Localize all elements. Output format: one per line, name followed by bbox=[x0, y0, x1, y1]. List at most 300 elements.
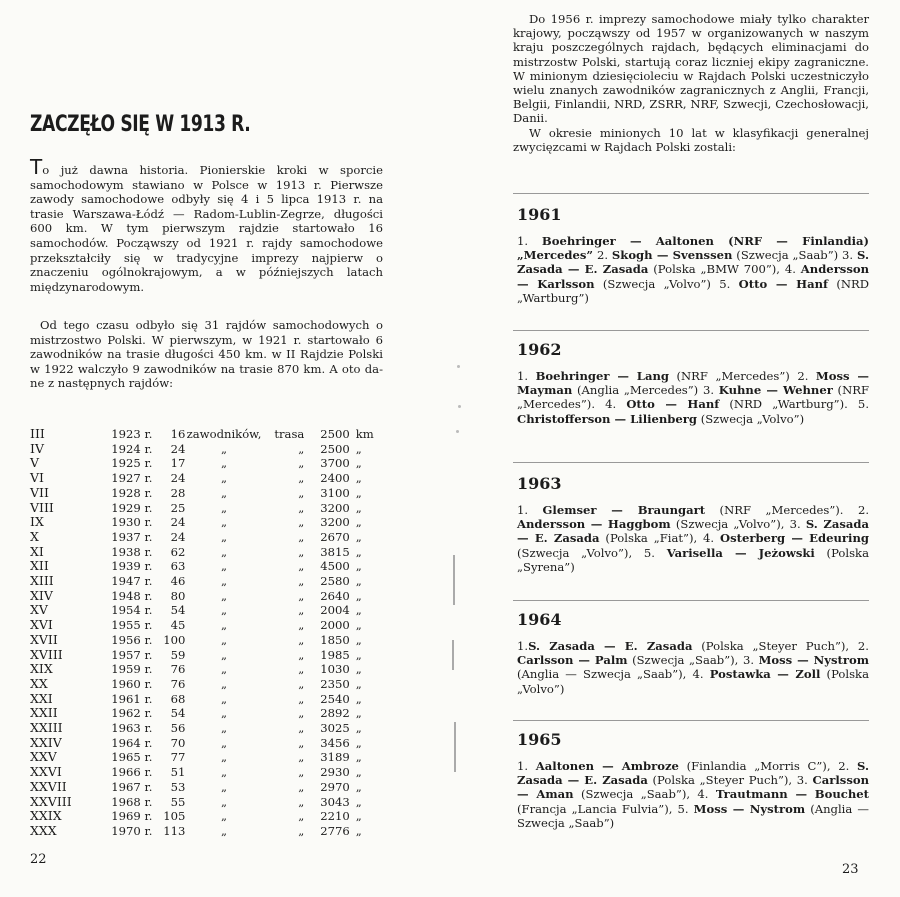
rally-count: 24 bbox=[170, 441, 186, 456]
season-year: 1965 bbox=[517, 730, 562, 749]
season-1964 bbox=[517, 610, 869, 696]
driver-pair: S. Zasada — E. Zasada bbox=[517, 517, 870, 546]
result-text: (Szwecja „Saab”) 3. bbox=[732, 248, 857, 263]
rally-count: 68 bbox=[170, 691, 186, 706]
result-text: (Szwecja „Volvo”), 3. bbox=[670, 517, 806, 532]
rally-km: 2776 bbox=[320, 823, 350, 838]
result-text: (Anglia — Szwecja „Saab”), 4. bbox=[517, 667, 710, 682]
rally-km: 2930 bbox=[320, 765, 350, 780]
rally-q2: „ bbox=[298, 471, 305, 486]
rally-year: 1938 r. bbox=[111, 544, 153, 559]
rally-km: 3700 bbox=[320, 456, 350, 471]
driver-pair: Trautmann — Bouchet bbox=[715, 787, 869, 802]
rally-q1: „ bbox=[221, 471, 228, 486]
rally-q1: „ bbox=[221, 632, 228, 647]
table-row bbox=[30, 471, 385, 486]
rally-q2: „ bbox=[298, 735, 305, 750]
table-row bbox=[30, 442, 385, 457]
rally-count: 24 bbox=[170, 471, 186, 486]
rally-year: 1929 r. bbox=[111, 500, 153, 515]
result-text: 1. bbox=[517, 234, 542, 248]
rally-km: 2540 bbox=[320, 691, 350, 706]
rally-count: 62 bbox=[170, 544, 186, 559]
table-row bbox=[30, 515, 385, 530]
rally-km: 2004 bbox=[320, 603, 350, 618]
rally-q1: „ bbox=[221, 794, 228, 809]
rally-km: 2892 bbox=[320, 706, 350, 721]
section-divider bbox=[513, 330, 869, 331]
rally-q1: „ bbox=[221, 441, 228, 456]
rally-end: „ bbox=[355, 471, 362, 486]
intro-paragraph bbox=[30, 155, 383, 294]
rally-count: 24 bbox=[170, 529, 186, 544]
rally-km: 2580 bbox=[320, 574, 350, 589]
rally-num: XXIV bbox=[30, 734, 62, 750]
driver-pair: Aaltonen — Ambroze bbox=[535, 759, 679, 773]
table-row bbox=[30, 545, 385, 560]
rally-num: XXV bbox=[30, 749, 57, 765]
driver-pair: Skogh — Svenssen bbox=[611, 248, 733, 263]
rally-num: XXI bbox=[30, 690, 53, 706]
result-text: 2. bbox=[593, 248, 612, 263]
rally-year: 1948 r. bbox=[111, 588, 153, 603]
rally-count: 63 bbox=[170, 559, 186, 574]
rally-num: XV bbox=[30, 602, 48, 618]
rally-km: 2500 bbox=[320, 441, 350, 456]
right-paragraph-1: Do 1956 r. imprezy samochodowe miały tylko charakter krajowy, począwszy od 1957 w organizowanych w naszym kraju poszczególnych rajdach, będących eliminacjami do mistrzostw Polski, startują coraz liczniej ekipy zagraniczne. W minionym dziesięcioleciu w Rajdach Polski uczestniczyło wielu znanych zawodników zagranicznych z Anglii, Francji, Belgii, Finlandii, NRD, ZSRR, NRF, Szwecji, Czechosłowacji, Danii. bbox=[513, 12, 869, 126]
rally-year: 1967 r. bbox=[111, 779, 153, 794]
result-text: (Szwecja „Volvo”) bbox=[697, 411, 805, 426]
rally-q2: „ bbox=[298, 544, 305, 559]
driver-pair: Moss — Mayman bbox=[517, 369, 869, 398]
rally-count: 76 bbox=[170, 662, 186, 677]
rally-num: XXVIII bbox=[30, 793, 72, 809]
rally-count: 77 bbox=[170, 750, 186, 765]
rally-q2: „ bbox=[298, 559, 305, 574]
table-row bbox=[30, 795, 385, 810]
rally-end: „ bbox=[355, 721, 362, 736]
section-divider bbox=[513, 720, 869, 721]
driver-pair: Otto — Hanf bbox=[738, 276, 828, 291]
rally-year: 1930 r. bbox=[111, 515, 153, 530]
rally-count: 54 bbox=[170, 603, 186, 618]
right-intro bbox=[513, 12, 869, 154]
rally-end: „ bbox=[355, 809, 362, 824]
rally-end: „ bbox=[355, 691, 362, 706]
result-text: (Anglia „Mercedes”) 3. bbox=[572, 383, 719, 398]
table-row bbox=[30, 721, 385, 736]
rally-year: 1955 r. bbox=[111, 618, 153, 633]
rally-year: 1961 r. bbox=[111, 691, 153, 706]
result-text: (Polska „BMW 700”), 4. bbox=[648, 262, 801, 277]
rally-year: 1954 r. bbox=[111, 603, 153, 618]
driver-pair: Moss — Nystrom bbox=[693, 801, 806, 816]
driver-pair: Boehringer — Lang bbox=[535, 369, 669, 383]
rally-end: „ bbox=[355, 544, 362, 559]
rally-count: 24 bbox=[170, 515, 186, 530]
rally-year: 1956 r. bbox=[111, 632, 153, 647]
rally-q2: „ bbox=[298, 603, 305, 618]
rally-end: „ bbox=[355, 456, 362, 471]
rally-year: 1957 r. bbox=[111, 647, 153, 662]
table-row bbox=[30, 809, 385, 824]
result-text: (Szwecja „Saab”), 4. bbox=[573, 787, 716, 802]
driver-pair: Otto — Hanf bbox=[626, 397, 720, 412]
rally-km: 3815 bbox=[320, 544, 350, 559]
rally-year: 1968 r. bbox=[111, 794, 153, 809]
table-row bbox=[30, 736, 385, 751]
table-row bbox=[30, 530, 385, 545]
rally-q1: zawodników, bbox=[186, 427, 262, 441]
rally-num: XXII bbox=[30, 705, 58, 721]
season-year: 1961 bbox=[517, 205, 562, 224]
rally-q1: „ bbox=[221, 809, 228, 824]
rally-count: 56 bbox=[170, 721, 186, 736]
result-text: (Polska „Steyer Puch”), 3. bbox=[647, 773, 813, 788]
rally-num: VI bbox=[30, 470, 44, 486]
rally-q2: „ bbox=[298, 515, 305, 530]
result-text: (Szwecja „Saab”), 3. bbox=[627, 653, 759, 668]
rally-end: „ bbox=[355, 765, 362, 780]
rally-km: 4500 bbox=[320, 559, 350, 574]
result-text: (NRD „Wartburg”). 5. bbox=[719, 397, 869, 412]
result-text: 1. bbox=[517, 369, 536, 383]
rally-q2: „ bbox=[298, 691, 305, 706]
rally-q1: „ bbox=[221, 647, 228, 662]
rally-q1: „ bbox=[221, 779, 228, 794]
table-row bbox=[30, 618, 385, 633]
rally-num: XII bbox=[30, 558, 49, 574]
table-row bbox=[30, 456, 385, 471]
result-text: (Finlandia „Morris C”), 2. bbox=[678, 759, 857, 773]
rally-q1: „ bbox=[221, 691, 228, 706]
rally-q1: „ bbox=[221, 544, 228, 559]
rally-num: XIV bbox=[30, 587, 53, 603]
rally-q2: „ bbox=[298, 794, 305, 809]
rally-km: 2400 bbox=[320, 471, 350, 486]
rally-km: 3200 bbox=[320, 515, 350, 530]
rally-num: IV bbox=[30, 440, 44, 456]
rally-count: 54 bbox=[170, 706, 186, 721]
rally-q2: „ bbox=[298, 809, 305, 824]
season-1963 bbox=[517, 474, 869, 574]
rally-km: 1030 bbox=[320, 662, 350, 677]
result-text: (Szwecja „Volvo”), 5. bbox=[517, 545, 667, 560]
page-number-right: 23 bbox=[842, 862, 859, 877]
rally-end: „ bbox=[355, 823, 362, 838]
rally-km: 3043 bbox=[320, 794, 350, 809]
rally-q1: „ bbox=[221, 588, 228, 603]
drop-cap: T bbox=[30, 155, 43, 179]
driver-pair: Christofferson — Lilienberg bbox=[517, 411, 698, 426]
rally-end: „ bbox=[355, 588, 362, 603]
rally-q1: „ bbox=[221, 676, 228, 691]
rally-year: 1962 r. bbox=[111, 706, 153, 721]
rally-year: 1928 r. bbox=[111, 485, 153, 500]
rally-num: III bbox=[30, 426, 45, 441]
rally-q2: „ bbox=[298, 676, 305, 691]
rally-year: 1925 r. bbox=[111, 456, 153, 471]
rally-num: XVIII bbox=[30, 646, 63, 662]
rally-end: „ bbox=[355, 500, 362, 515]
table-row bbox=[30, 559, 385, 574]
driver-pair: Boehringer — Aaltonen (NRF — Finlandia) „Mercedes” bbox=[517, 234, 870, 263]
rally-q2: „ bbox=[298, 618, 305, 633]
rally-q2: „ bbox=[298, 456, 305, 471]
rally-num: XVI bbox=[30, 617, 53, 633]
history-text: Od tego czasu odbyło się 31 rajdów samochodowych o mistrzostwo Polski. W pierwszym, w 1921 r. startowało 6 zawodników na trasie długości 450 km. w II Rajdzie Polski w 1922 walczyło 9 zawodników na trasie 870 km. A oto dane z następnych rajdów: bbox=[30, 318, 383, 391]
rally-year: 1963 r. bbox=[111, 721, 153, 736]
result-text: (Szwecja „Volvo”) 5. bbox=[594, 276, 739, 291]
rally-count: 16 bbox=[170, 427, 186, 441]
rally-q2: „ bbox=[298, 441, 305, 456]
result-text: (Polska „Steyer Puch”), 2. bbox=[692, 639, 869, 653]
intro-text: o już dawna historia. Pionierskie kroki w sporcie samochodowym stawiano w Polsce w 1913 r. Pierwsze zawody samochodowe odbyły się 4 i 5 lipca 1913 r. na trasie Warszawa-Łódź — Radom-Lublin-Zegrze, długości 600 km. W tym pierwszym rajdzie startowało 16 samochodów. Począwszy od 1921 r. rajdy samochodowe przekształciły się w tradycyjne imprezy najpierw o znaczeniu ogólnokrajowym, a w późniejszych latach międzynarodowym. bbox=[30, 163, 383, 294]
driver-pair: Postawka — Zoll bbox=[709, 667, 821, 682]
rally-km: 2670 bbox=[320, 529, 350, 544]
result-text: (NRD „Wartburg”) bbox=[517, 276, 870, 305]
rally-year: 1939 r. bbox=[111, 559, 153, 574]
rally-year: 1969 r. bbox=[111, 809, 153, 824]
rally-end: „ bbox=[355, 794, 362, 809]
rally-q2: „ bbox=[298, 529, 305, 544]
result-text: (Polska „Fiat”), 4. bbox=[599, 531, 720, 546]
rally-count: 76 bbox=[170, 676, 186, 691]
rally-q2: „ bbox=[298, 765, 305, 780]
result-text: (Anglia — Szwecja „Saab”) bbox=[517, 801, 869, 830]
rally-end: „ bbox=[355, 618, 362, 633]
rally-count: 51 bbox=[170, 765, 186, 780]
rally-num: XIX bbox=[30, 661, 53, 677]
table-row bbox=[30, 750, 385, 765]
rally-q1: „ bbox=[221, 823, 228, 838]
rally-count: 45 bbox=[170, 618, 186, 633]
table-row bbox=[30, 765, 385, 780]
rally-q2: „ bbox=[298, 706, 305, 721]
result-text: (NRF „Mercedes”). 2. bbox=[705, 503, 869, 517]
season-1962 bbox=[517, 340, 869, 426]
rally-count: 80 bbox=[170, 588, 186, 603]
season-1961 bbox=[517, 205, 869, 305]
driver-pair: S. Zasada — E. Zasada bbox=[517, 248, 869, 277]
rally-end: „ bbox=[355, 706, 362, 721]
table-row bbox=[30, 589, 385, 604]
rally-count: 17 bbox=[170, 456, 186, 471]
table-row bbox=[30, 780, 385, 795]
rally-q1: „ bbox=[221, 456, 228, 471]
rally-q2: „ bbox=[298, 721, 305, 736]
rally-km: 3200 bbox=[320, 500, 350, 515]
rally-q1: „ bbox=[221, 735, 228, 750]
rally-num: XXX bbox=[30, 822, 57, 838]
driver-pair: Glemser — Braungart bbox=[542, 503, 706, 517]
rally-num: IX bbox=[30, 514, 44, 530]
rally-q1: „ bbox=[221, 559, 228, 574]
rally-num: XX bbox=[30, 675, 48, 691]
rally-year: 1960 r. bbox=[111, 676, 153, 691]
rally-end: „ bbox=[355, 632, 362, 647]
rally-end: „ bbox=[355, 441, 362, 456]
rally-num: XI bbox=[30, 543, 44, 559]
rally-km: 3100 bbox=[320, 485, 350, 500]
result-text: (NRF „Mercedes”) 2. bbox=[669, 369, 816, 383]
rally-num: VIII bbox=[30, 499, 54, 515]
result-text: (Polska „Volvo”) bbox=[517, 667, 869, 696]
result-text: (Polska „Syrena”) bbox=[517, 545, 869, 574]
result-text: 1. bbox=[517, 503, 543, 517]
rally-km: 2970 bbox=[320, 779, 350, 794]
rally-num: XXVI bbox=[30, 764, 62, 780]
rally-num: XVII bbox=[30, 631, 58, 647]
rally-q1: „ bbox=[221, 618, 228, 633]
right-page bbox=[450, 0, 900, 897]
rally-end: „ bbox=[355, 735, 362, 750]
season-year: 1964 bbox=[517, 610, 562, 629]
rally-num: XXIX bbox=[30, 808, 62, 824]
rally-count: 105 bbox=[163, 809, 186, 824]
rally-year: 1927 r. bbox=[111, 471, 153, 486]
rally-km: 1985 bbox=[320, 647, 350, 662]
rally-km: 2210 bbox=[320, 809, 350, 824]
rally-num: XIII bbox=[30, 573, 54, 589]
result-text: 1. bbox=[517, 639, 529, 653]
rally-km: 3025 bbox=[320, 721, 350, 736]
season-results bbox=[517, 503, 869, 574]
rally-count: 46 bbox=[170, 574, 186, 589]
rally-q2: „ bbox=[298, 823, 305, 838]
rally-q1: „ bbox=[221, 485, 228, 500]
rally-q2: „ bbox=[298, 662, 305, 677]
result-text: (Francja „Lancia Fulvia”), 5. bbox=[517, 801, 694, 816]
rally-q1: „ bbox=[221, 765, 228, 780]
driver-pair: S. Zasada — E. Zasada bbox=[517, 759, 869, 788]
rally-year: 1965 r. bbox=[111, 750, 153, 765]
driver-pair: Varisella — Jeżowski bbox=[666, 545, 815, 560]
rally-q1: „ bbox=[221, 721, 228, 736]
right-paragraph-2: W okresie minionych 10 lat w klasyfikacji generalnej zwycięzcami w Rajdach Polski zostali: bbox=[513, 125, 869, 154]
rally-count: 25 bbox=[170, 500, 186, 515]
rally-end: km bbox=[355, 427, 374, 441]
driver-pair: Andersson — Karlsson bbox=[517, 262, 870, 291]
rally-year: 1924 r. bbox=[111, 441, 153, 456]
rally-year: 1970 r. bbox=[111, 823, 153, 838]
rally-count: 55 bbox=[170, 794, 186, 809]
rally-num: XXIII bbox=[30, 720, 63, 736]
season-year: 1962 bbox=[517, 340, 562, 359]
result-text: (NRF „Mercedes”). 4. bbox=[517, 383, 869, 412]
driver-pair: Carlsson — Aman bbox=[517, 773, 870, 802]
rally-q2: „ bbox=[298, 574, 305, 589]
rally-end: „ bbox=[355, 574, 362, 589]
season-results bbox=[517, 639, 869, 696]
page-number-left: 22 bbox=[30, 852, 47, 867]
chapter-heading: ZACZĘŁO SIĘ W 1913 R. bbox=[30, 112, 251, 137]
rally-end: „ bbox=[355, 529, 362, 544]
table-row bbox=[30, 648, 385, 663]
result-text: 1. bbox=[517, 759, 536, 773]
driver-pair: Carlsson — Palm bbox=[517, 653, 628, 668]
rally-q1: „ bbox=[221, 750, 228, 765]
season-results bbox=[517, 234, 869, 305]
rally-q2: „ bbox=[298, 632, 305, 647]
rally-q2: „ bbox=[298, 750, 305, 765]
table-row bbox=[30, 501, 385, 516]
table-row bbox=[30, 486, 385, 501]
table-row bbox=[30, 692, 385, 707]
rally-count: 70 bbox=[170, 735, 186, 750]
rally-count: 53 bbox=[170, 779, 186, 794]
driver-pair: Moss — Nystrom bbox=[758, 653, 869, 668]
rally-km: 3189 bbox=[320, 750, 350, 765]
rally-q2: „ bbox=[298, 500, 305, 515]
rally-end: „ bbox=[355, 676, 362, 691]
rally-num: XXVII bbox=[30, 778, 67, 794]
table-row bbox=[30, 677, 385, 692]
rally-count: 59 bbox=[170, 647, 186, 662]
table-row bbox=[30, 427, 385, 442]
section-divider bbox=[513, 600, 869, 601]
driver-pair: S. Zasada — E. Zasada bbox=[528, 639, 693, 653]
rally-end: „ bbox=[355, 662, 362, 677]
table-row bbox=[30, 574, 385, 589]
table-row bbox=[30, 633, 385, 648]
season-year: 1963 bbox=[517, 474, 562, 493]
table-row bbox=[30, 706, 385, 721]
rally-end: „ bbox=[355, 515, 362, 530]
rally-end: „ bbox=[355, 559, 362, 574]
rally-year: 1966 r. bbox=[111, 765, 153, 780]
rally-num: V bbox=[30, 455, 40, 471]
rally-year: 1937 r. bbox=[111, 529, 153, 544]
rally-km: 2000 bbox=[320, 618, 350, 633]
rally-q2: „ bbox=[298, 647, 305, 662]
rally-q1: „ bbox=[221, 706, 228, 721]
rally-year: 1947 r. bbox=[111, 574, 153, 589]
rally-end: „ bbox=[355, 779, 362, 794]
rally-q1: „ bbox=[221, 500, 228, 515]
rally-count: 100 bbox=[163, 632, 186, 647]
rally-km: 2500 bbox=[320, 427, 350, 441]
rally-km: 2350 bbox=[320, 676, 350, 691]
season-results bbox=[517, 759, 869, 830]
rally-count: 113 bbox=[163, 823, 186, 838]
rally-year: 1964 r. bbox=[111, 735, 153, 750]
table-row bbox=[30, 824, 385, 839]
season-1965 bbox=[517, 730, 869, 830]
rally-end: „ bbox=[355, 603, 362, 618]
table-row bbox=[30, 662, 385, 677]
rally-end: „ bbox=[355, 750, 362, 765]
section-divider bbox=[513, 462, 869, 463]
rally-q2: „ bbox=[298, 588, 305, 603]
driver-pair: Andersson — Haggbom bbox=[517, 517, 671, 532]
rally-km: 1850 bbox=[320, 632, 350, 647]
rally-q1: „ bbox=[221, 603, 228, 618]
season-results bbox=[517, 369, 869, 426]
driver-pair: Kuhne — Wehner bbox=[718, 383, 833, 398]
rally-q2: „ bbox=[298, 485, 305, 500]
rally-q2: „ bbox=[298, 779, 305, 794]
history-paragraph bbox=[30, 318, 383, 391]
rally-q1: „ bbox=[221, 662, 228, 677]
rally-count: 28 bbox=[170, 485, 186, 500]
rally-q2: trasa bbox=[274, 427, 305, 441]
rally-num: VII bbox=[30, 484, 49, 500]
rally-q1: „ bbox=[221, 574, 228, 589]
rally-q1: „ bbox=[221, 529, 228, 544]
driver-pair: Osterberg — Edeuring bbox=[719, 531, 869, 546]
rally-end: „ bbox=[355, 647, 362, 662]
